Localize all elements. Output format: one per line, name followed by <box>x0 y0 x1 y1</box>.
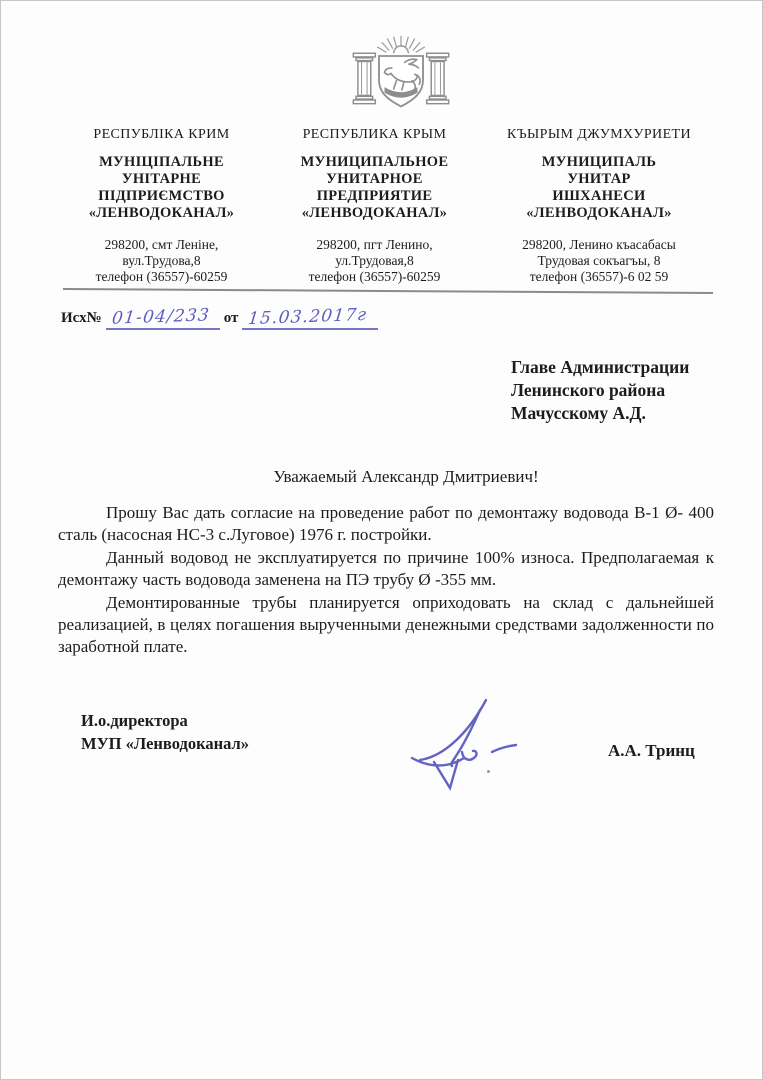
body-paragraph: Прошу Вас дать согласие на проведение работ по демонтажу водовода В-1 Ø- 400 сталь (насосная НС-3 с.Луговое) 1976 г. постройки. <box>58 503 714 545</box>
organization-name-line: «ЛЕНВОДОКАНАЛ» <box>301 205 448 221</box>
outgoing-number-value: 01-04/233 <box>110 305 211 329</box>
signer-position <box>81 709 249 755</box>
letter-body <box>58 502 714 659</box>
sun-rays-icon <box>377 36 425 53</box>
address-line: Трудовая сокъагъы, 8 <box>537 253 661 268</box>
letterhead-column-crimean-tatar <box>485 127 713 285</box>
organization-name-line: МУНІЦІПАЛЬНЕ <box>99 154 224 170</box>
organization-name-line: ПІДПРИЄМСТВО <box>98 188 225 204</box>
outgoing-number-label: Исх№ <box>61 310 102 326</box>
organization-address <box>59 237 264 285</box>
date-value: 15.03.2017г <box>247 304 369 330</box>
addressee-line: Главе Администрации <box>511 357 690 377</box>
organization-address <box>485 237 713 285</box>
header-divider <box>63 288 713 294</box>
left-column-icon <box>353 53 375 103</box>
organization-name-line: УНИТАР <box>567 171 631 187</box>
letterhead-column-russian <box>277 127 472 285</box>
body-paragraph: Данный водовод не эксплуатируется по причине 100% износа. Предполагаемая к демонтажу часть водовода заменена на ПЭ трубу Ø -355 мм. <box>58 547 714 590</box>
outgoing-number-slot <box>106 307 220 330</box>
organization-name-line: УНИТАРНОЕ <box>326 171 423 187</box>
organization-name-line: МУНИЦИПАЛЬ <box>541 154 657 170</box>
organization-name <box>59 154 264 222</box>
signer-position-line: И.о.директора <box>81 711 188 730</box>
ink-dot <box>487 770 490 773</box>
crimea-emblem-icon <box>342 34 460 122</box>
right-column-icon <box>427 53 449 103</box>
organization-name-line: УНІТАРНЕ <box>121 171 202 187</box>
region-name: РЕСПУБЛИКА КРЫМ <box>302 127 447 142</box>
addressee-block <box>511 356 689 425</box>
date-slot <box>242 304 377 330</box>
letterhead <box>59 127 713 285</box>
letterhead-column-ukrainian <box>59 127 264 285</box>
reference-line <box>61 304 382 330</box>
address-line: вул.Трудова,8 <box>122 253 201 268</box>
date-label: от <box>223 310 239 326</box>
organization-name <box>485 154 713 222</box>
organization-address <box>277 237 472 285</box>
address-line: телефон (36557)-60259 <box>95 269 228 284</box>
region-name: РЕСПУБЛІКА КРИМ <box>93 127 230 142</box>
signer-position-line: МУП «Ленводоканал» <box>81 734 249 753</box>
address-line: 298200, пгт Ленино, <box>316 237 433 252</box>
region-name: КЪЫРЫМ ДЖУМХУРИЕТИ <box>507 127 691 142</box>
organization-name-line: ПРЕДПРИЯТИЕ <box>316 188 433 204</box>
addressee-line: Ленинского района <box>511 380 666 400</box>
handwritten-signature-icon <box>406 694 526 794</box>
organization-name-line: «ЛЕНВОДОКАНАЛ» <box>88 205 235 221</box>
salutation: Уважаемый Александр Дмитриевич! <box>273 467 539 486</box>
address-line: телефон (36557)-60259 <box>308 269 441 284</box>
body-paragraph: Демонтированные трубы планируется оприходовать на склад с дальнейшей реализацией, в целях погашения вырученными денежными средствами задолженности по заработной плате. <box>58 592 714 657</box>
addressee-line: Мачусскому А.Д. <box>511 403 646 423</box>
address-line: ул.Трудовая,8 <box>335 253 414 268</box>
organization-name <box>277 154 472 222</box>
organization-name-line: «ЛЕНВОДОКАНАЛ» <box>526 205 672 221</box>
organization-name-line: ИШХАНЕСИ <box>552 188 646 204</box>
address-line: телефон (36557)-6 02 59 <box>529 269 669 284</box>
organization-name-line: МУНИЦИПАЛЬНОЕ <box>300 154 449 170</box>
signer-name: А.А. Тринц <box>608 741 695 760</box>
address-line: 298200, смт Леніне, <box>104 237 219 252</box>
address-line: 298200, Ленино къасабасы <box>522 237 676 252</box>
